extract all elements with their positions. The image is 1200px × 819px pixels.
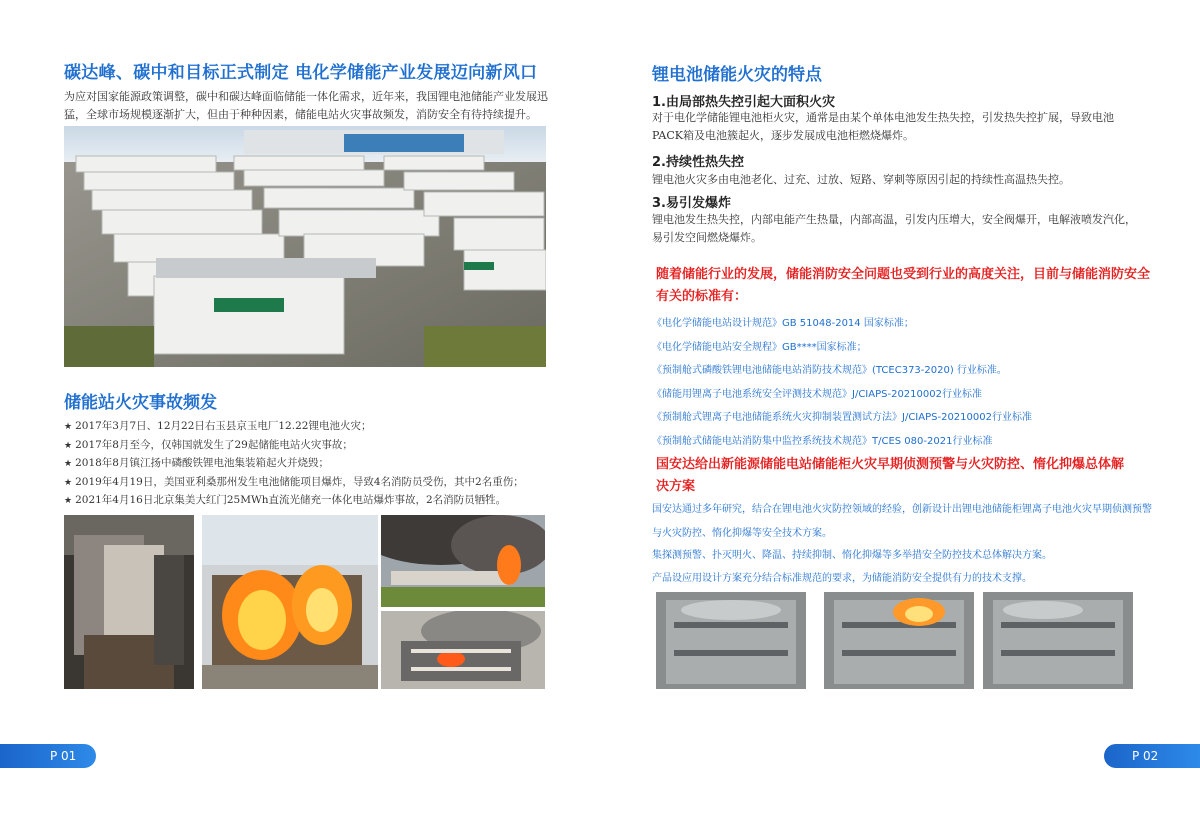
list-item: ★ 2021年4月16日北京集美大红门25MWh直流光储充一体化电站爆炸事故，2名消防员牺牲。 — [64, 494, 507, 506]
test-cabinet-suppressed-photo — [983, 592, 1133, 689]
aerial-fire-photo — [381, 611, 545, 689]
standards-intro: 随着储能行业的发展，储能消防安全问题也受到行业的高度关注，目前与储能消防安全有关的标准有： — [656, 267, 1151, 304]
feature-heading: 1.由局部热失控引起大面积火灾 — [652, 95, 835, 110]
test-cabinet-photo — [656, 592, 806, 689]
intro-paragraph: 为应对国家能源政策调整，碳中和碳达峰面临储能一体化需求，近年来，我国锂电池储能产业发展迅猛，全球市场规模逐渐扩大，但由于种种因素，储能电站火灾事故频发，消防安全有待持续提升。 — [64, 90, 548, 121]
list-item: 《储能用锂离子电池系统安全评测技术规范》J/CIAPS-20210002行业标准 — [652, 388, 982, 400]
feature-text: 对于电化学储能锂电池柜火灾，通常是由某个单体电池发生热失控，引发热失控扩展，导致电池PACK箱及电池簇起火，逐步发展成电池柜燃烧爆炸。 — [652, 111, 1114, 142]
list-item: 《电化学储能电站设计规范》GB 51048-2014 国家标准； — [652, 318, 914, 329]
right-page-title: 锂电池储能火灾的特点 — [652, 65, 822, 85]
test-cabinet-fire-photo — [824, 592, 974, 689]
page-number-tab: P 02 — [1104, 744, 1200, 768]
solution-paragraph: 国安达通过多年研究，结合在锂电池火灾防控领域的经验，创新设计出锂电池储能柜锂离子电池火灾早期侦测预警与火灾防控、惰化抑爆等安全技术方案。 — [652, 504, 1152, 539]
feature-heading: 3.易引发爆炸 — [652, 196, 731, 211]
star-icon: ★ — [64, 477, 73, 488]
star-icon: ★ — [64, 422, 73, 432]
feature-text: 锂电池发生热失控，内部电能产生热量，内部高温，引发内压增大，安全阀爆开，电解液喷发汽化，易引发空间燃烧爆炸。 — [652, 213, 1136, 244]
right-page — [600, 0, 1200, 819]
star-icon: ★ — [64, 459, 73, 469]
solution-paragraph: 集探测预警、扑灭明火、降温、持续抑制、惰化抑爆等多举措安全防控技术总体解决方案。 — [652, 550, 1052, 561]
list-item: ★ 2017年3月7日、12月22日右玉县京玉电厂12.22锂电池火灾； — [64, 420, 372, 432]
list-item: 《预制舱式磷酸铁锂电池储能电站消防技术规范》(TCEC373-2020) 行业标准。 — [652, 365, 1007, 376]
container-fire-photo — [202, 515, 378, 689]
list-item: 《预制舱式锂离子电池储能系统火灾抑制装置测试方法》J/CIAPS-20210002行业标准 — [652, 412, 1032, 423]
list-item: ★ 2018年8月镇江扬中磷酸铁锂电池集装箱起火并烧毁； — [64, 457, 329, 469]
feature-heading: 2.持续性热失控 — [652, 155, 744, 170]
solution-paragraph: 产品设应用设计方案充分结合标准规范的要求，为储能消防安全提供有力的技术支撑。 — [652, 573, 1032, 584]
burnt-container-photo — [64, 515, 194, 689]
star-icon: ★ — [64, 440, 73, 451]
feature-text: 锂电池火灾多由电池老化、过充、过放、短路、穿刺等原因引起的持续性高温热失控。 — [652, 173, 1070, 186]
list-item: ★ 2019年4月19日，美国亚利桑那州发生电池储能项目爆炸，导致4名消防员受伤，其中2名重伤； — [64, 475, 524, 488]
list-item: 《电化学储能电站安全规程》GB****国家标准； — [652, 341, 867, 353]
storage-station-photo — [64, 126, 546, 367]
list-item: ★ 2017年8月至今，仅韩国就发生了29起储能电站火灾事故； — [64, 438, 353, 451]
solution-title: 国安达给出新能源储能电站储能柜火灾早期侦测预警与火灾防控、惰化抑爆总体解决方案 — [656, 457, 1125, 494]
list-item: 《预制舱式储能电站消防集中监控系统技术规范》T/CES 080-2021行业标准 — [652, 435, 993, 447]
fire-incidents-title: 储能站火灾事故频发 — [64, 393, 217, 413]
star-icon: ★ — [64, 496, 73, 506]
standards-list — [652, 312, 1032, 453]
station-smoke-photo — [381, 515, 545, 607]
incident-list — [64, 418, 554, 511]
page-number-tab: P 01 — [0, 744, 96, 768]
left-page-title: 碳达峰、碳中和目标正式制定 电化学储能产业发展迈向新风口 — [64, 63, 538, 83]
